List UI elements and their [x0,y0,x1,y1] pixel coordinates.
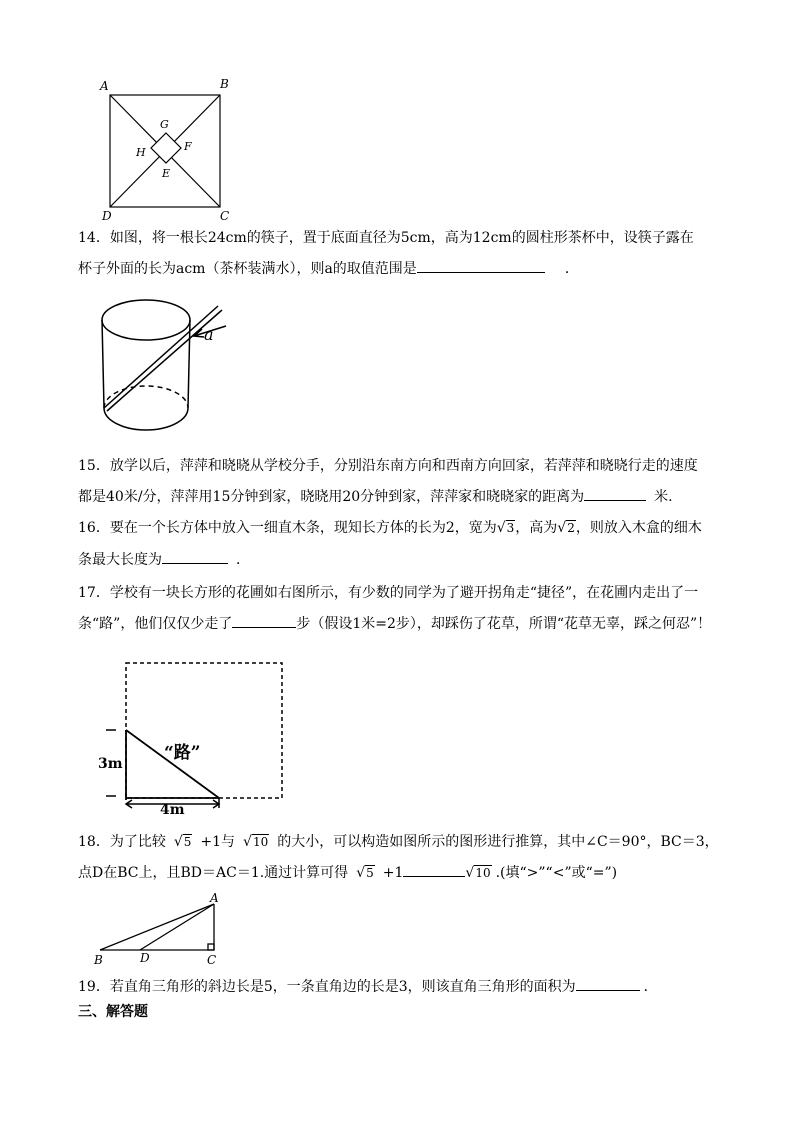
q14-line2 [78,258,579,279]
sqrt3: √3 [496,520,515,536]
q16-line2 [78,549,250,570]
q18-t1a: 18．为了比较 [78,834,166,850]
q16-end: ． [236,552,250,568]
label-a: a [204,325,214,344]
sqrt5: √5 [173,834,192,850]
q18-t2a: 点D在BC上，且BD＝AC＝1.通过计算可得 [78,865,349,881]
q16-text1a: 16．要在一个长方体中放入一细直木条，现知长方体的长为2，宽为 [78,520,497,536]
q15-text2: 都是40米/分，萍萍用15分钟到家，晓晓用20分钟到家，萍萍家和晓晓家的距离为 [78,489,585,505]
q16-text1b: ，高为 [515,520,558,536]
sqrt10: √10 [243,834,269,850]
q18-line1 [78,832,719,852]
q15-answer-blank[interactable] [584,486,646,501]
q18-t2c: .(填“>”“<”或“=”) [495,865,618,881]
road-label: “路” [164,743,201,763]
flowerbed-figure [96,660,292,816]
square-figure [96,74,246,226]
triangle-figure [90,890,230,970]
q15-end: 米. [654,489,673,505]
label-F: F [184,140,192,153]
tri-label-A: A [210,891,219,905]
q18-line2 [78,862,617,883]
q16-line1 [78,518,702,538]
q17-text2a: 条“路”，他们仅仅少走了 [78,616,233,632]
q15-line1: 15．放学以后，萍萍和晓晓从学校分手，分别沿东南方向和西南方向回家，若萍萍和晓晓行走的速度 [78,458,698,474]
q19-line [78,976,658,997]
sqrt10-b: √10 [465,865,491,881]
q18-answer-blank[interactable] [403,862,465,877]
cylinder-figure [98,294,238,440]
sqrt2: √2 [557,520,575,536]
q17-line1: 17．学校有一块长方形的花圃如右图所示，有少数的同学为了避开拐角走“捷径”，在花圃内走出了一 [78,585,699,601]
q14-end: ． [564,261,579,277]
q16-text2: 条最大长度为 [78,552,162,568]
sqrt5-b: √5 [356,865,374,881]
tri-label-D: D [140,951,150,965]
label-G: G [160,118,169,131]
label-A: A [100,79,109,93]
q16-text1c: ，则放入木盒的细木 [575,520,702,536]
section-heading: 三、解答题 [78,1004,148,1020]
q18-t1c: 的大小，可以构造如图所示的图形进行推算，其中∠C＝90°，BC＝3， [277,834,719,850]
tri-label-C: C [207,953,217,967]
label-H: H [136,146,146,159]
q14-answer-blank[interactable] [417,258,545,273]
q19-answer-blank[interactable] [576,976,640,991]
label-4m: 4m [160,802,185,816]
tri-label-B: B [94,953,103,967]
q17-text2b: 步（假设1米=2步），却踩伤了花草，所谓“花草无辜，踩之何忍”！ [296,616,712,632]
q18-t2b: +1 [382,865,404,881]
q16-answer-blank[interactable] [162,549,228,564]
q19-text: 19．若直角三角形的斜边长是5，一条直角边的长是3，则该直角三角形的面积为 [78,979,576,995]
label-C: C [220,209,230,223]
q14-line1: 14．如图，将一根长24cm的筷子，置于底面直径为5cm，高为12cm的圆柱形茶杯中，设筷子露在 [78,230,694,246]
label-3m: 3m [98,756,123,772]
q17-answer-blank[interactable] [232,613,296,628]
label-B: B [220,77,229,91]
q15-line2 [78,486,673,507]
q17-line2 [78,613,711,634]
q19-end: ． [643,979,658,995]
label-E: E [162,167,171,180]
q18-t1b: +1与 [200,834,236,850]
q14-text2: 杯子外面的长为acm（茶杯装满水），则a的取值范围是 [78,261,417,277]
label-D: D [102,209,112,223]
